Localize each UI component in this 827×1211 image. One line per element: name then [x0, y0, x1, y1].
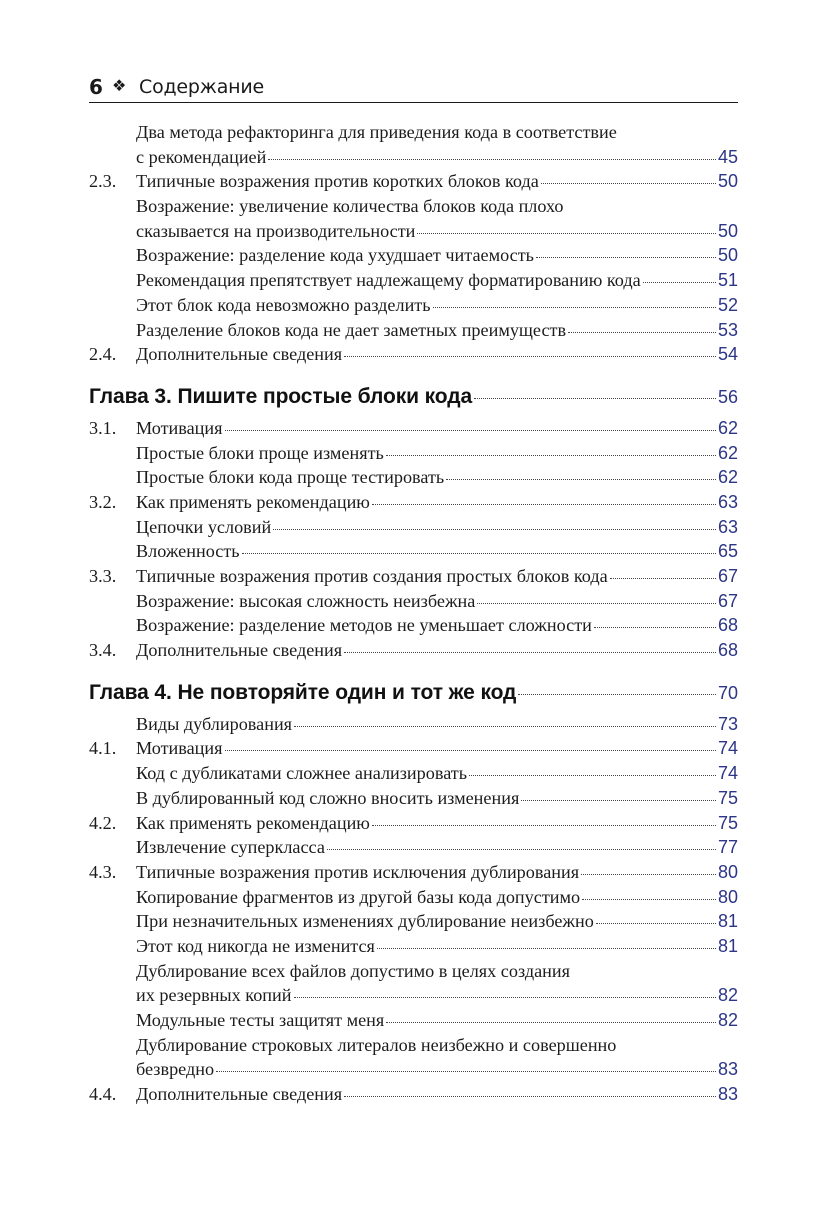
entry-line: [136, 615, 738, 636]
dot-leader: [568, 331, 716, 333]
entry-title: Простые блоки кода проще тестировать: [136, 467, 445, 488]
entry-title: Извлечение суперкласса: [136, 837, 325, 858]
chapter-entry[interactable]: [89, 681, 738, 713]
entry-title: Типичные возражения против коротких блоков кода: [136, 171, 539, 192]
entry-line: [136, 738, 738, 759]
section-number: 4.2.: [89, 812, 117, 833]
toc-subsection-entry[interactable]: [89, 837, 738, 862]
toc-subsection-entry[interactable]: [89, 615, 738, 640]
entry-title: безвредно: [136, 1059, 215, 1080]
dot-leader: [327, 848, 716, 850]
section-number: 4.4.: [89, 1084, 117, 1105]
running-header: [89, 74, 738, 103]
dot-leader: [643, 281, 716, 283]
dot-leader: [446, 478, 716, 480]
page-reference[interactable]: 82: [717, 985, 738, 1006]
entry-line: [136, 714, 738, 735]
toc-section-entry[interactable]: [89, 862, 738, 887]
entry-line: [89, 681, 738, 705]
entry-line: [136, 591, 738, 612]
page-reference[interactable]: 62: [717, 467, 738, 488]
entry-line: [89, 385, 738, 409]
entry-title: Возражение: высокая сложность неизбежна: [136, 590, 476, 611]
dot-leader: [596, 922, 716, 924]
page-number: 6: [89, 75, 103, 99]
page-reference[interactable]: 63: [717, 516, 738, 537]
toc-section-entry[interactable]: [89, 813, 738, 838]
page-reference[interactable]: 65: [717, 541, 738, 562]
entry-title: Типичные возражения против исключения дублирования: [136, 861, 580, 882]
entry-line: [136, 171, 738, 192]
page-reference[interactable]: 52: [717, 294, 738, 315]
page-reference[interactable]: 73: [717, 713, 738, 734]
page-reference[interactable]: 50: [717, 220, 738, 241]
entry-title: Код с дубликатами сложнее анализировать: [136, 763, 468, 784]
dot-leader: [582, 898, 716, 900]
dot-leader: [469, 774, 716, 776]
entry-line: [136, 985, 738, 1006]
toc-subsection-entry[interactable]: [89, 985, 738, 1010]
page-reference[interactable]: 54: [717, 344, 738, 365]
toc-subsection-entry[interactable]: [89, 763, 738, 788]
entry-line: [136, 443, 738, 464]
toc-subsection-entry[interactable]: [89, 245, 738, 270]
toc-subsection-entry[interactable]: [89, 1010, 738, 1035]
entry-title: Модульные тесты защитят меня: [136, 1010, 385, 1030]
toc-section-entry[interactable]: [89, 344, 738, 369]
chapter-title: Глава 3. Пишите простые блоки кода: [89, 384, 473, 408]
toc-section-entry[interactable]: [89, 738, 738, 763]
entry-title: Дополнительные сведения: [136, 1084, 343, 1105]
entry-line: [136, 1084, 738, 1105]
running-title: Содержание: [139, 76, 264, 98]
page-reference[interactable]: 50: [717, 245, 738, 266]
toc-subsection-entry[interactable]: [89, 467, 738, 492]
page-reference[interactable]: 81: [717, 911, 738, 932]
dot-leader: [594, 626, 716, 628]
entry-title: Типичные возражения против создания простых блоков кода: [136, 566, 608, 586]
page-reference[interactable]: 56: [717, 386, 738, 407]
page-reference[interactable]: 53: [717, 319, 738, 340]
entry-line: [136, 566, 738, 587]
section-number: 3.3.: [89, 566, 117, 586]
toc-section-entry[interactable]: [89, 566, 738, 591]
entry-line: [136, 763, 738, 784]
page-reference[interactable]: 70: [717, 682, 738, 703]
dot-leader: [344, 1095, 716, 1097]
toc-section-entry[interactable]: [89, 171, 738, 196]
entry-title-line: Возражение: увеличение количества блоков кода плохо: [136, 196, 564, 217]
dot-leader: [216, 1070, 716, 1072]
entry-line: [136, 887, 738, 908]
entry-line: [136, 862, 738, 883]
page-reference[interactable]: 74: [717, 763, 738, 784]
toc-section-entry[interactable]: [89, 418, 738, 443]
toc-subsection-entry[interactable]: [89, 295, 738, 320]
page-reference[interactable]: 77: [717, 837, 738, 858]
entry-title: Мотивация: [136, 738, 223, 759]
toc-subsection-entry[interactable]: [89, 961, 738, 986]
dot-leader: [518, 693, 716, 695]
table-of-contents: [89, 122, 738, 1109]
ornament-icon: ❖: [112, 76, 127, 95]
toc-subsection-entry[interactable]: [89, 1035, 738, 1060]
entry-line: [136, 640, 738, 661]
page-reference[interactable]: 80: [717, 886, 738, 907]
dot-leader: [294, 725, 716, 727]
entry-title-line: Дублирование строковых литералов неизбежно и совершенно: [136, 1034, 617, 1055]
dot-leader: [225, 429, 716, 431]
toc-subsection-entry[interactable]: [89, 591, 738, 616]
entry-title-line: Два метода рефакторинга для приведения кода в соответствие: [136, 122, 617, 142]
section-number: 4.1.: [89, 738, 117, 759]
page-reference[interactable]: 74: [717, 738, 738, 759]
entry-line: [136, 813, 738, 834]
dot-leader: [273, 528, 716, 530]
page-reference[interactable]: 68: [717, 615, 738, 636]
dot-leader: [372, 824, 716, 826]
entry-title: Рекомендация препятствует надлежащему форматированию кода: [136, 270, 641, 291]
dot-leader: [225, 749, 716, 751]
toc-subsection-entry[interactable]: [89, 196, 738, 221]
dot-leader: [344, 355, 716, 357]
entry-title: Этот блок кода невозможно разделить: [136, 294, 431, 315]
entry-line: [136, 270, 738, 291]
page-reference[interactable]: 80: [717, 861, 738, 882]
section-number: 3.4.: [89, 640, 117, 661]
dot-leader: [610, 577, 716, 579]
page-reference[interactable]: 63: [717, 491, 738, 512]
dot-leader: [377, 947, 716, 949]
entry-line: [136, 788, 738, 809]
entry-line: [136, 911, 738, 932]
toc-subsection-entry[interactable]: [89, 221, 738, 246]
section-number: 2.4.: [89, 344, 117, 365]
page-reference[interactable]: 67: [717, 566, 738, 586]
entry-line: [136, 418, 738, 439]
toc-subsection-entry[interactable]: [89, 270, 738, 295]
entry-title: Дополнительные сведения: [136, 640, 343, 661]
chapter-entry[interactable]: [89, 385, 738, 417]
dot-leader: [477, 602, 716, 604]
section-number: 3.2.: [89, 491, 117, 512]
entry-title: При незначительных изменениях дублирование неизбежно: [136, 911, 594, 932]
entry-title: Разделение блоков кода не дает заметных преимуществ: [136, 319, 567, 340]
entry-title: Как применять рекомендацию: [136, 812, 370, 833]
toc-section-entry[interactable]: [89, 640, 738, 665]
toc-section-entry[interactable]: [89, 492, 738, 517]
section-number: 3.1.: [89, 417, 117, 438]
toc-subsection-entry[interactable]: [89, 517, 738, 542]
dot-leader: [386, 1021, 716, 1023]
page-reference[interactable]: 83: [717, 1059, 738, 1080]
dot-leader: [268, 158, 716, 160]
entry-title: Возражение: разделение кода ухудшает читаемость: [136, 245, 534, 266]
entry-title-line: Дублирование всех файлов допустимо в целях создания: [136, 960, 570, 981]
entry-title: Как применять рекомендацию: [136, 491, 370, 512]
entry-line: [136, 295, 738, 316]
entry-title: Возражение: разделение методов не уменьшает сложности: [136, 615, 592, 636]
entry-line: [136, 517, 738, 538]
entry-title: Мотивация: [136, 417, 223, 438]
toc-section-entry[interactable]: [89, 1084, 738, 1109]
page-reference[interactable]: 62: [717, 417, 738, 438]
page-reference[interactable]: 83: [717, 1084, 738, 1105]
entry-title: Виды дублирования: [136, 713, 293, 734]
page-reference[interactable]: 68: [717, 640, 738, 661]
entry-line: [136, 936, 738, 957]
dot-leader: [242, 552, 716, 554]
entry-line: [136, 467, 738, 488]
dot-leader: [581, 873, 716, 875]
page-reference[interactable]: 50: [717, 171, 738, 192]
toc-subsection-entry[interactable]: [89, 1059, 738, 1084]
toc-subsection-entry[interactable]: [89, 714, 738, 739]
entry-line: [136, 344, 738, 365]
entry-line: [136, 1010, 738, 1031]
page-reference[interactable]: 75: [717, 812, 738, 833]
dot-leader: [433, 306, 716, 308]
toc-subsection-entry[interactable]: [89, 541, 738, 566]
chapter-title: Глава 4. Не повторяйте один и тот же код: [89, 680, 517, 704]
page-reference[interactable]: 75: [717, 787, 738, 808]
toc-subsection-entry[interactable]: [89, 788, 738, 813]
entry-title: сказывается на производительности: [136, 220, 416, 241]
page-reference[interactable]: 51: [717, 270, 738, 291]
page-reference[interactable]: 62: [717, 442, 738, 463]
entry-title: с рекомендацией: [136, 146, 267, 167]
toc-subsection-entry[interactable]: [89, 122, 738, 147]
entry-title: Этот код никогда не изменится: [136, 935, 375, 956]
entry-title: Вложенность: [136, 541, 240, 562]
entry-line: [136, 245, 738, 266]
dot-leader: [417, 232, 716, 234]
dot-leader: [541, 182, 716, 184]
page-reference[interactable]: 82: [717, 1010, 738, 1030]
page-reference[interactable]: 45: [717, 146, 738, 167]
dot-leader: [372, 503, 716, 505]
dot-leader: [474, 397, 716, 399]
toc-subsection-entry[interactable]: [89, 887, 738, 912]
entry-title: Цепочки условий: [136, 516, 272, 537]
entry-line: [136, 320, 738, 341]
entry-title: их резервных копий: [136, 985, 292, 1006]
toc-subsection-entry[interactable]: [89, 320, 738, 345]
dot-leader: [294, 996, 716, 998]
section-number: 2.3.: [89, 171, 117, 192]
toc-subsection-entry[interactable]: [89, 147, 738, 172]
toc-subsection-entry[interactable]: [89, 936, 738, 961]
dot-leader: [521, 799, 716, 801]
entry-title: Копирование фрагментов из другой базы кода допустимо: [136, 886, 581, 907]
page-reference[interactable]: 67: [717, 590, 738, 611]
dot-leader: [344, 651, 716, 653]
entry-title: В дублированный код сложно вносить изменения: [136, 787, 520, 808]
section-number: 4.3.: [89, 861, 117, 882]
entry-line: [136, 492, 738, 513]
toc-subsection-entry[interactable]: [89, 911, 738, 936]
entry-line: [136, 541, 738, 562]
dot-leader: [386, 454, 716, 456]
entry-line: [136, 221, 738, 242]
entry-title: Дополнительные сведения: [136, 344, 343, 365]
page-reference[interactable]: 81: [717, 935, 738, 956]
entry-line: [136, 837, 738, 858]
entry-line: [136, 147, 738, 168]
toc-subsection-entry[interactable]: [89, 443, 738, 468]
dot-leader: [536, 256, 716, 258]
entry-line: [136, 1059, 738, 1080]
entry-title: Простые блоки проще изменять: [136, 442, 384, 463]
